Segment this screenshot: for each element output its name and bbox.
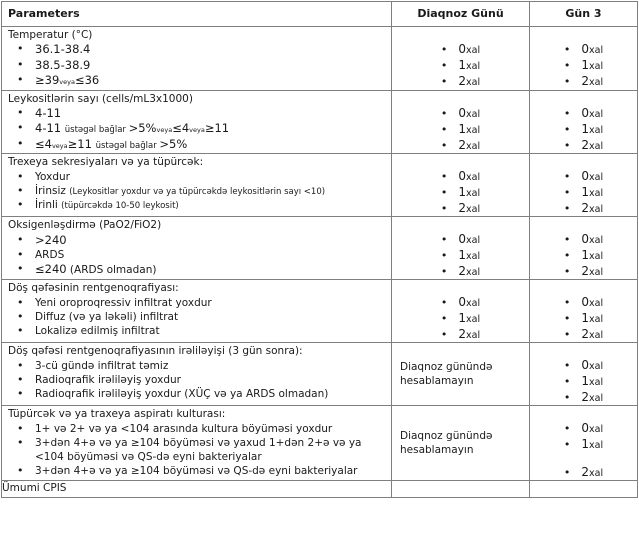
bullet-icon: • xyxy=(563,359,571,373)
score-spacer xyxy=(392,91,529,105)
score-spacer xyxy=(392,217,529,231)
score-item xyxy=(392,200,529,216)
diagnosis-day-scores xyxy=(392,27,530,91)
parameter-cell xyxy=(2,90,392,154)
option-text: ≤4 xyxy=(35,136,52,151)
score-item xyxy=(392,231,529,247)
option-item xyxy=(2,42,391,58)
day-3-scores xyxy=(530,343,638,406)
score-list xyxy=(530,294,637,342)
option-list xyxy=(2,106,391,154)
option-text: veya xyxy=(59,78,75,87)
bullet-icon: • xyxy=(440,202,448,216)
bullet-icon: • xyxy=(440,249,448,263)
score-unit: xal xyxy=(589,77,604,88)
score-unit: xal xyxy=(589,377,604,389)
score-unit: xal xyxy=(466,314,481,326)
score-spacer xyxy=(392,154,529,168)
score-unit: xal xyxy=(466,235,481,247)
header-row xyxy=(2,2,638,27)
option-text: Diffuz (və ya ləkəli) infiltrat xyxy=(35,310,179,323)
score-spacer xyxy=(530,217,637,231)
score-value: 0 xyxy=(581,358,590,373)
parameter-title: Leykositlərin sayı (cells/mL3x1000) xyxy=(8,92,193,105)
score-unit: xal xyxy=(589,188,604,200)
bullet-icon: • xyxy=(563,43,571,56)
score-value: 1 xyxy=(581,58,590,72)
score-item xyxy=(530,310,637,326)
bullet-icon: • xyxy=(563,202,571,216)
option-list xyxy=(2,359,391,403)
score-item xyxy=(392,121,529,137)
score-value: 0 xyxy=(458,295,467,310)
score-item xyxy=(530,326,637,342)
score-unit: xal xyxy=(589,45,604,56)
bullet-icon: • xyxy=(563,312,571,326)
option-item xyxy=(2,73,391,89)
bullet-icon: • xyxy=(440,75,448,88)
bullet-icon: • xyxy=(440,59,448,72)
score-value: 0 xyxy=(581,232,590,247)
day-3-scores xyxy=(530,406,638,481)
score-item xyxy=(392,247,529,263)
parameter-row xyxy=(2,154,638,217)
score-unit: xal xyxy=(589,468,604,480)
score-item xyxy=(530,389,637,405)
option-item xyxy=(2,373,391,387)
score-item xyxy=(392,105,529,121)
option-item xyxy=(2,58,391,74)
option-text: (Leykositlər yoxdur və ya tüpürcəkdə leykositlərin sayı <10) xyxy=(69,186,326,197)
option-item xyxy=(2,436,391,464)
score-value: 1 xyxy=(581,121,590,136)
bullet-icon: • xyxy=(563,233,571,247)
option-item xyxy=(2,324,391,338)
parameter-row xyxy=(2,280,638,343)
score-list xyxy=(392,294,529,342)
bullet-icon: • xyxy=(563,328,571,342)
score-unit: xal xyxy=(589,440,604,452)
diagnosis-day-scores xyxy=(392,154,530,217)
bullet-icon: • xyxy=(563,170,571,184)
total-day-3 xyxy=(530,481,638,498)
day-3-scores xyxy=(530,217,638,280)
bullet-icon: • xyxy=(563,466,571,480)
option-text: Yeni oroproqressiv infiltrat yoxdur xyxy=(35,296,212,309)
score-item xyxy=(392,57,529,73)
parameter-row xyxy=(2,217,638,280)
score-item xyxy=(392,73,529,89)
option-text: 36.1-38.4 xyxy=(35,42,91,57)
score-unit: xal xyxy=(589,314,604,326)
parameter-cell xyxy=(2,154,392,217)
option-text: Lokalizə edilmiş infiltrat xyxy=(35,324,160,337)
option-text: >5% xyxy=(159,136,188,151)
option-item xyxy=(2,248,391,262)
score-item xyxy=(530,263,637,279)
score-item xyxy=(530,231,637,247)
option-text: ≥39 xyxy=(35,73,60,88)
bullet-icon: • xyxy=(563,186,571,200)
bullet-icon: • xyxy=(440,170,448,184)
score-item xyxy=(392,310,529,326)
bullet-icon: • xyxy=(440,106,448,120)
score-value: 0 xyxy=(458,232,467,247)
score-value: 2 xyxy=(458,264,467,279)
bullet-icon: • xyxy=(440,265,448,279)
score-list xyxy=(530,41,637,89)
option-item xyxy=(2,262,391,278)
option-text: ≥11 xyxy=(204,121,230,136)
score-unit: xal xyxy=(589,235,604,247)
score-unit: xal xyxy=(589,267,604,279)
diagnosis-day-scores xyxy=(392,217,530,280)
score-unit: xal xyxy=(466,61,481,72)
score-unit: xal xyxy=(466,204,481,216)
score-list xyxy=(392,41,529,89)
day-3-scores xyxy=(530,280,638,343)
score-unit: xal xyxy=(589,393,604,405)
score-unit: xal xyxy=(466,124,481,136)
score-item xyxy=(392,326,529,342)
score-item xyxy=(530,357,637,373)
score-item xyxy=(392,137,529,153)
bullet-icon: • xyxy=(563,122,571,136)
score-unit: xal xyxy=(466,188,481,200)
score-unit: xal xyxy=(589,298,604,310)
parameter-title: Trexeya sekresiyaları və ya tüpürcək: xyxy=(8,156,204,169)
option-text: 3+dən 4+ə və ya ≥104 böyüməsi və yaxud 1+dən 2+ə və ya <104 böyüməsi və QS-də eyni bakteriyalar xyxy=(35,436,362,463)
score-item xyxy=(392,294,529,310)
day-3-scores xyxy=(530,90,638,154)
score-value: 2 xyxy=(581,264,590,279)
bullet-icon: • xyxy=(563,75,571,88)
option-text: veya xyxy=(156,126,173,135)
option-item xyxy=(2,184,391,198)
option-text: veya xyxy=(51,141,68,150)
score-unit: xal xyxy=(466,45,481,56)
option-text: 3+dən 4+ə və ya ≥104 böyüməsi və QS-də eyni bakteriyalar xyxy=(35,465,358,478)
score-value: 2 xyxy=(458,74,467,88)
score-item xyxy=(530,57,637,73)
option-text: >240 xyxy=(35,232,67,247)
score-item xyxy=(530,168,637,184)
score-spacer xyxy=(530,343,637,357)
score-value: 0 xyxy=(581,295,590,310)
option-item xyxy=(2,387,391,401)
bullet-icon: • xyxy=(440,186,448,200)
score-value: 0 xyxy=(581,169,590,184)
score-item xyxy=(530,105,637,121)
score-unit: xal xyxy=(589,140,604,152)
option-text: 4-11 xyxy=(35,121,65,136)
score-unit: xal xyxy=(589,108,604,120)
score-unit: xal xyxy=(589,204,604,216)
score-unit: xal xyxy=(466,298,481,310)
total-diagnosis-day xyxy=(392,481,530,498)
option-text: 1+ və 2+ və ya <104 arasında kultura böyüməsi yoxdur xyxy=(35,422,333,435)
option-item xyxy=(2,422,391,436)
score-unit: xal xyxy=(466,267,481,279)
score-item xyxy=(392,168,529,184)
option-item xyxy=(2,296,391,310)
score-spacer xyxy=(530,27,637,41)
option-item xyxy=(2,106,391,122)
bullet-icon: • xyxy=(440,43,448,56)
score-unit: xal xyxy=(589,361,604,373)
cpis-table xyxy=(1,1,638,498)
bullet-icon: • xyxy=(563,422,571,436)
score-value: 2 xyxy=(581,201,590,216)
score-item xyxy=(392,184,529,200)
score-spacer xyxy=(530,154,637,168)
bullet-icon: • xyxy=(563,265,571,279)
score-unit: xal xyxy=(589,251,604,263)
score-unit: xal xyxy=(589,330,604,342)
score-value: 1 xyxy=(581,374,590,389)
option-text: ≥11 xyxy=(67,136,96,151)
score-value: 2 xyxy=(581,74,590,88)
bullet-icon: • xyxy=(563,296,571,310)
score-spacer xyxy=(530,406,637,420)
score-value: 1 xyxy=(581,248,590,263)
option-text: ≤4 xyxy=(172,121,190,136)
score-unit: xal xyxy=(466,172,481,184)
option-item xyxy=(2,137,391,153)
score-value: 1 xyxy=(458,58,467,72)
score-spacer xyxy=(392,27,529,41)
option-item xyxy=(2,198,391,212)
bullet-icon: • xyxy=(440,233,448,247)
score-unit: xal xyxy=(466,330,481,342)
bullet-icon: • xyxy=(440,312,448,326)
score-value: 2 xyxy=(581,137,590,152)
option-item xyxy=(2,310,391,324)
option-text: >5% xyxy=(128,121,157,136)
parameter-cell xyxy=(2,27,392,91)
bullet-icon: • xyxy=(440,122,448,136)
day-3-scores xyxy=(530,154,638,217)
score-item xyxy=(530,41,637,57)
score-list xyxy=(530,168,637,216)
score-item xyxy=(392,263,529,279)
score-list xyxy=(530,105,637,153)
score-unit: xal xyxy=(589,124,604,136)
score-value: 1 xyxy=(581,185,590,200)
score-list xyxy=(530,420,637,480)
score-spacer xyxy=(530,91,637,105)
score-list xyxy=(530,357,637,405)
bullet-icon: • xyxy=(563,249,571,263)
parameter-title: Oksigenləşdirmə (PaO2/FiO2) xyxy=(8,219,162,232)
score-value: 2 xyxy=(458,327,467,342)
option-text: ≤36 xyxy=(74,73,100,88)
option-text: Radioqrafik irəliləyiş yoxdur xyxy=(35,373,181,386)
option-list xyxy=(2,233,391,279)
score-spacer xyxy=(392,280,529,294)
bullet-icon: • xyxy=(563,138,571,152)
header-diagnosis-day: Diaqnoz Günü xyxy=(392,2,530,27)
score-value: 0 xyxy=(458,42,467,56)
diagnosis-day-note: Diaqnoz günündə hesablamayın xyxy=(392,406,530,481)
option-text: 38.5-38.9 xyxy=(35,57,91,72)
parameter-title: Tüpürcək və ya traxeya aspiratı kulturası: xyxy=(8,408,226,421)
score-item xyxy=(530,121,637,137)
parameter-row xyxy=(2,343,638,406)
score-value: 2 xyxy=(458,201,467,216)
score-value: 0 xyxy=(581,105,590,120)
score-value: 1 xyxy=(458,248,467,263)
score-unit: xal xyxy=(589,172,604,184)
option-item xyxy=(2,233,391,249)
bullet-icon: • xyxy=(563,106,571,120)
option-text: üstəgəl bağlar xyxy=(95,140,160,151)
parameter-cell xyxy=(2,217,392,280)
score-list xyxy=(530,231,637,279)
score-unit: xal xyxy=(589,61,604,72)
score-spacer xyxy=(530,280,637,294)
option-text: 4-11 xyxy=(35,105,62,120)
header-parameters: Parameters xyxy=(2,2,392,27)
bullet-icon: • xyxy=(440,138,448,152)
bullet-icon: • xyxy=(440,328,448,342)
diagnosis-day-scores xyxy=(392,90,530,154)
diagnosis-day-note: Diaqnoz günündə hesablamayın xyxy=(392,343,530,406)
score-value: 1 xyxy=(458,185,467,200)
score-item xyxy=(530,464,637,480)
score-item xyxy=(530,73,637,89)
option-list xyxy=(2,296,391,340)
score-list xyxy=(392,105,529,153)
option-list xyxy=(2,42,391,90)
option-text: ≤240 xyxy=(35,262,67,277)
score-value: 1 xyxy=(581,437,590,452)
day-3-scores xyxy=(530,27,638,91)
option-text: (ARDS olmadan) xyxy=(66,264,157,277)
option-item xyxy=(2,464,391,478)
diagnosis-day-scores xyxy=(392,280,530,343)
total-label: Ümumi CPIS xyxy=(2,481,392,498)
score-unit: xal xyxy=(466,77,481,88)
option-text: 3-cü gündə infiltrat təmiz xyxy=(35,359,169,372)
score-value: 0 xyxy=(581,42,590,56)
parameter-row xyxy=(2,27,638,91)
score-value: 2 xyxy=(458,137,467,152)
bullet-icon: • xyxy=(563,59,571,72)
score-unit: xal xyxy=(589,424,604,436)
option-text: veya xyxy=(189,126,205,135)
parameter-cell xyxy=(2,280,392,343)
option-text: Yoxdur xyxy=(35,170,70,183)
parameter-cell xyxy=(2,406,392,481)
header-day-3: Gün 3 xyxy=(530,2,638,27)
score-unit: xal xyxy=(466,140,481,152)
score-unit: xal xyxy=(466,251,481,263)
bullet-icon: • xyxy=(440,296,448,310)
option-item xyxy=(2,121,391,137)
score-item xyxy=(530,294,637,310)
score-value: 0 xyxy=(458,169,467,184)
score-list xyxy=(392,168,529,216)
score-item xyxy=(530,137,637,153)
option-text: İrinsiz xyxy=(35,184,70,197)
option-text: üstəgəl bağlar xyxy=(64,125,129,136)
parameter-title: Temperatur (°C) xyxy=(8,29,93,41)
bullet-icon: • xyxy=(563,391,571,405)
score-unit: xal xyxy=(466,108,481,120)
bullet-icon: • xyxy=(563,375,571,389)
option-text: İrinli xyxy=(35,199,62,212)
score-value: 2 xyxy=(581,390,590,405)
parameter-row xyxy=(2,90,638,154)
score-value: 0 xyxy=(581,421,590,436)
score-item xyxy=(530,436,637,452)
option-text: (tüpürcəkdə 10-50 leykosit) xyxy=(61,201,179,212)
parameter-title: Döş qəfəsinin rentgenoqrafiyası: xyxy=(8,282,179,295)
bullet-icon: • xyxy=(563,438,571,452)
score-value: 1 xyxy=(458,311,467,326)
parameter-title: Döş qəfəsi rentgenoqrafiyasının irəliləyişi (3 gün sonra): xyxy=(8,345,303,358)
score-list xyxy=(392,231,529,279)
option-list xyxy=(2,422,391,480)
total-row xyxy=(2,481,638,498)
option-text: ARDS xyxy=(35,249,65,262)
score-item xyxy=(530,184,637,200)
option-item xyxy=(2,359,391,373)
score-item xyxy=(392,41,529,57)
score-item xyxy=(530,420,637,436)
score-item xyxy=(530,247,637,263)
option-item xyxy=(2,170,391,184)
score-value: 2 xyxy=(581,465,590,480)
parameter-cell xyxy=(2,343,392,406)
score-value: 1 xyxy=(458,121,467,136)
option-text: Radioqrafik irəliləyiş yoxdur (XÜÇ və ya ARDS olmadan) xyxy=(35,387,329,400)
score-value: 1 xyxy=(581,311,590,326)
score-item xyxy=(530,200,637,216)
score-value: 0 xyxy=(458,105,467,120)
score-value: 2 xyxy=(581,327,590,342)
option-list xyxy=(2,170,391,214)
parameter-row xyxy=(2,406,638,481)
score-item xyxy=(530,373,637,389)
